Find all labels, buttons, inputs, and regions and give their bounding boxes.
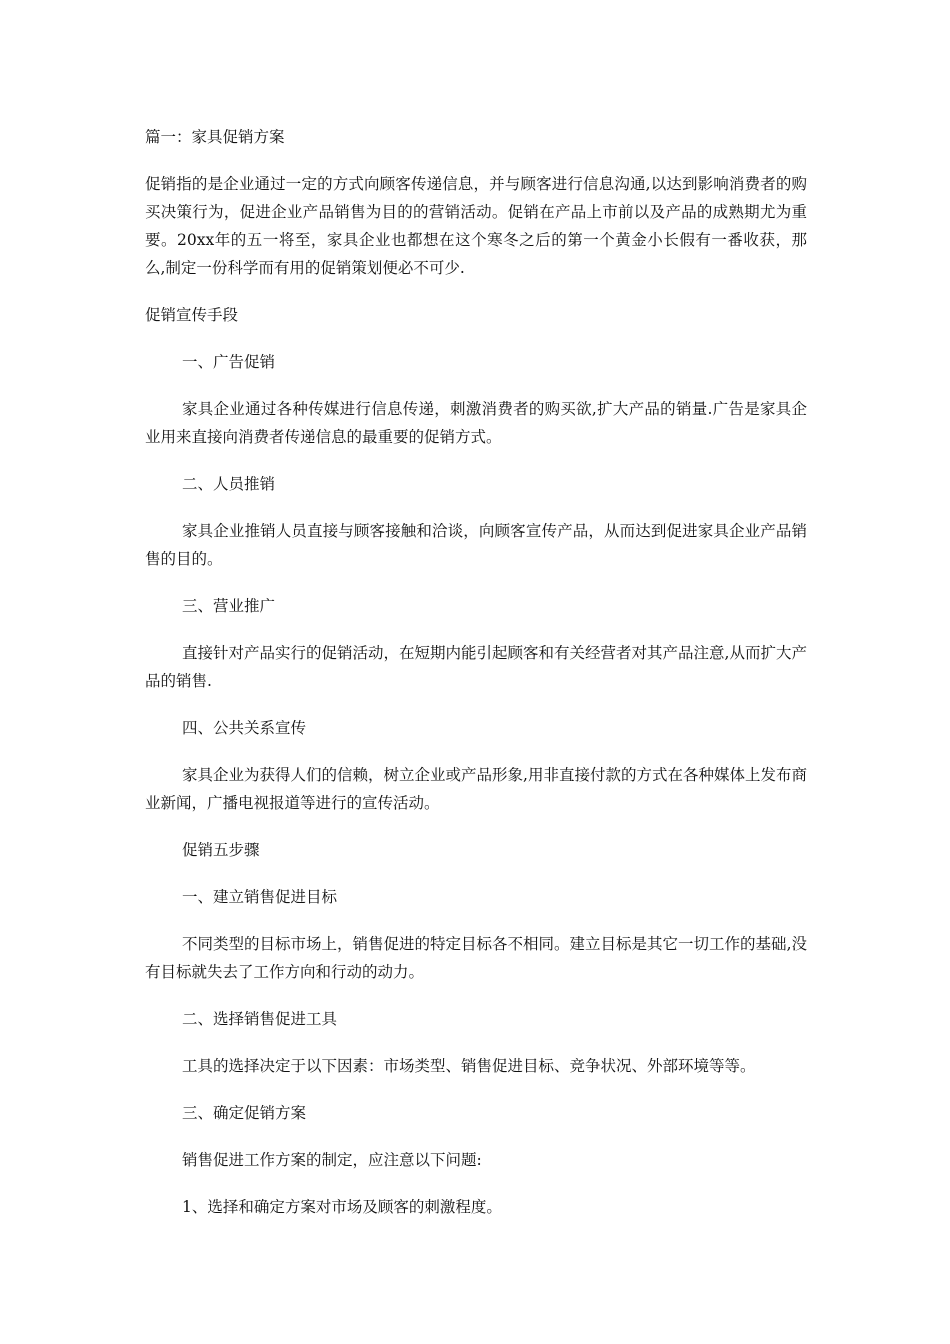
paragraph-public-relations: 家具企业为获得人们的信赖，树立企业或产品形象,用非直接付款的方式在各种媒体上发布商业新闻，广播电视报道等进行的宣传活动。 [145, 766, 807, 812]
subheading-advertising: 一、广告促销 [182, 353, 276, 371]
document-title: 篇一：家具促销方案 [145, 128, 285, 146]
subheading-personal-selling: 二、人员推销 [182, 475, 276, 493]
section-heading-promotion-means: 促销宣传手段 [145, 306, 239, 324]
subheading-step-one: 一、建立销售促进目标 [182, 888, 338, 906]
subheading-step-three: 三、确定促销方案 [182, 1104, 307, 1122]
paragraph-sales-promotion: 直接针对产品实行的促销活动，在短期内能引起顾客和有关经营者对其产品注意,从而扩大产品的销售. [145, 644, 807, 690]
subheading-step-two: 二、选择销售促进工具 [182, 1010, 338, 1028]
list-item-one: 1、选择和确定方案对市场及顾客的刺激程度。 [182, 1198, 502, 1216]
paragraph-step-three: 销售促进工作方案的制定，应注意以下问题: [182, 1151, 482, 1169]
section-heading-five-steps: 促销五步骤 [182, 841, 260, 859]
intro-paragraph: 促销指的是企业通过一定的方式向顾客传递信息，并与顾客进行信息沟通,以达到影响消费者的购买决策行为，促进企业产品销售为目的的营销活动。促销在产品上市前以及产品的成熟期尤为重要。20xx年的五一将至，家具企业也都想在这个寒冬之后的第一个黄金小长假有一番收获，那么,制定一份科学而有用的促销策划便必不可少. [145, 175, 807, 277]
paragraph-personal-selling: 家具企业推销人员直接与顾客接触和洽谈，向顾客宣传产品，从而达到促进家具企业产品销售的目的。 [145, 522, 807, 568]
paragraph-step-two: 工具的选择决定于以下因素：市场类型、销售促进目标、竞争状况、外部环境等等。 [182, 1057, 756, 1075]
paragraph-step-one: 不同类型的目标市场上，销售促进的特定目标各不相同。建立目标是其它一切工作的基础,没有目标就失去了工作方向和行动的动力。 [145, 935, 807, 981]
subheading-sales-promotion: 三、营业推广 [182, 597, 276, 615]
subheading-public-relations: 四、公共关系宣传 [182, 719, 307, 737]
document-body [145, 123, 807, 1240]
paragraph-advertising: 家具企业通过各种传媒进行信息传递，刺激消费者的购买欲,扩大产品的销量.广告是家具企业用来直接向消费者传递信息的最重要的促销方式。 [145, 400, 807, 446]
